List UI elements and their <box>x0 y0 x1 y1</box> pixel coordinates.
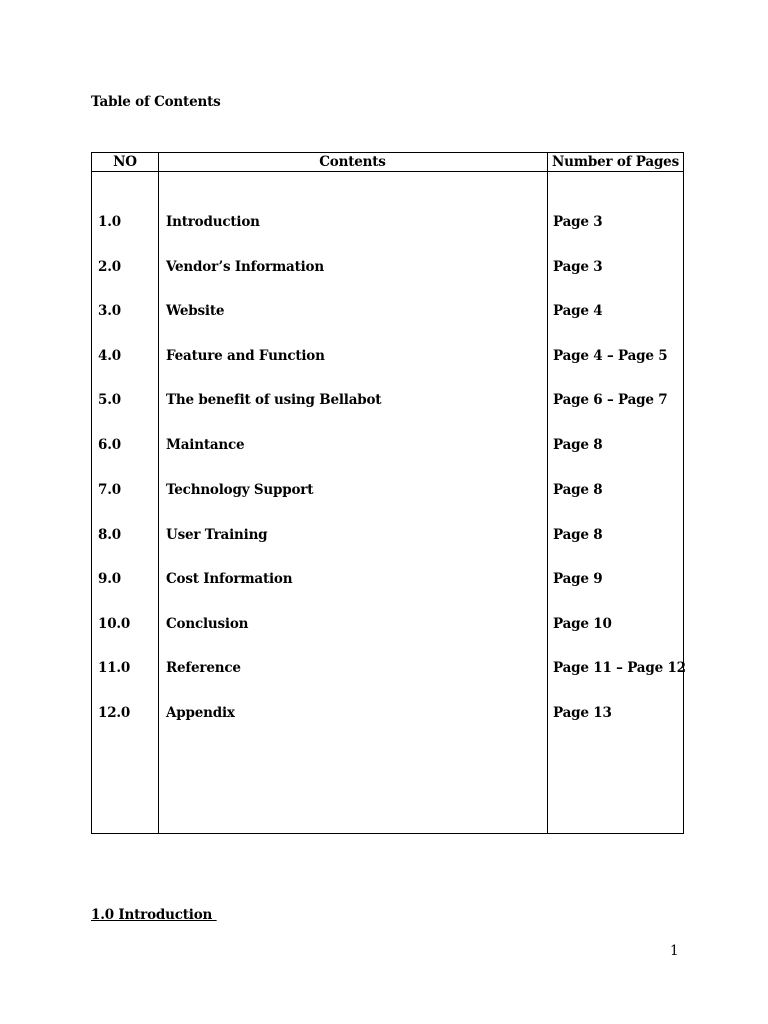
table-row <box>92 346 683 366</box>
row-title: Cost Information <box>166 571 293 587</box>
row-title: Website <box>166 303 225 319</box>
table-row <box>92 525 683 545</box>
row-title: Maintance <box>166 437 245 453</box>
row-title: Reference <box>166 660 241 676</box>
row-number: 8.0 <box>98 527 121 543</box>
row-title: Vendor’s Information <box>166 259 324 275</box>
row-title: Technology Support <box>166 482 314 498</box>
header-no: NO <box>113 154 137 170</box>
row-number: 6.0 <box>98 437 121 453</box>
table-row <box>92 212 683 232</box>
row-pages: Page 3 <box>553 259 603 275</box>
row-pages: Page 13 <box>553 705 612 721</box>
row-title: Feature and Function <box>166 348 325 364</box>
row-pages: Page 3 <box>553 214 603 230</box>
header-contents: Contents <box>319 154 386 170</box>
row-pages: Page 4 – Page 5 <box>553 348 668 364</box>
row-pages: Page 8 <box>553 482 603 498</box>
row-pages: Page 10 <box>553 616 612 632</box>
table-row <box>92 614 683 634</box>
table-row <box>92 435 683 455</box>
row-pages: Page 9 <box>553 571 603 587</box>
table-row <box>92 658 686 678</box>
table-row <box>92 301 683 321</box>
row-title: Appendix <box>166 705 235 721</box>
row-number: 2.0 <box>98 259 121 275</box>
section-heading: 1.0 Introduction <box>91 907 217 923</box>
table-row <box>92 569 683 589</box>
row-number: 3.0 <box>98 303 121 319</box>
row-pages: Page 11 – Page 12 <box>553 660 686 676</box>
row-pages: Page 4 <box>553 303 603 319</box>
table-row <box>92 703 683 723</box>
row-title: The benefit of using Bellabot <box>166 392 382 408</box>
table-row <box>92 390 683 410</box>
row-number: 4.0 <box>98 348 121 364</box>
toc-table <box>91 152 684 834</box>
row-number: 5.0 <box>98 392 121 408</box>
page-title: Table of Contents <box>91 94 221 110</box>
table-row <box>92 480 683 500</box>
row-number: 7.0 <box>98 482 121 498</box>
row-number: 12.0 <box>98 705 131 721</box>
page-number: 1 <box>670 943 679 959</box>
row-pages: Page 6 – Page 7 <box>553 392 668 408</box>
row-pages: Page 8 <box>553 437 603 453</box>
row-title: Introduction <box>166 214 260 230</box>
row-title: Conclusion <box>166 616 249 632</box>
row-number: 1.0 <box>98 214 121 230</box>
table-row <box>92 257 683 277</box>
row-number: 9.0 <box>98 571 121 587</box>
header-pages: Number of Pages <box>552 154 679 170</box>
row-number: 10.0 <box>98 616 131 632</box>
row-number: 11.0 <box>98 660 131 676</box>
row-title: User Training <box>166 527 268 543</box>
row-pages: Page 8 <box>553 527 603 543</box>
